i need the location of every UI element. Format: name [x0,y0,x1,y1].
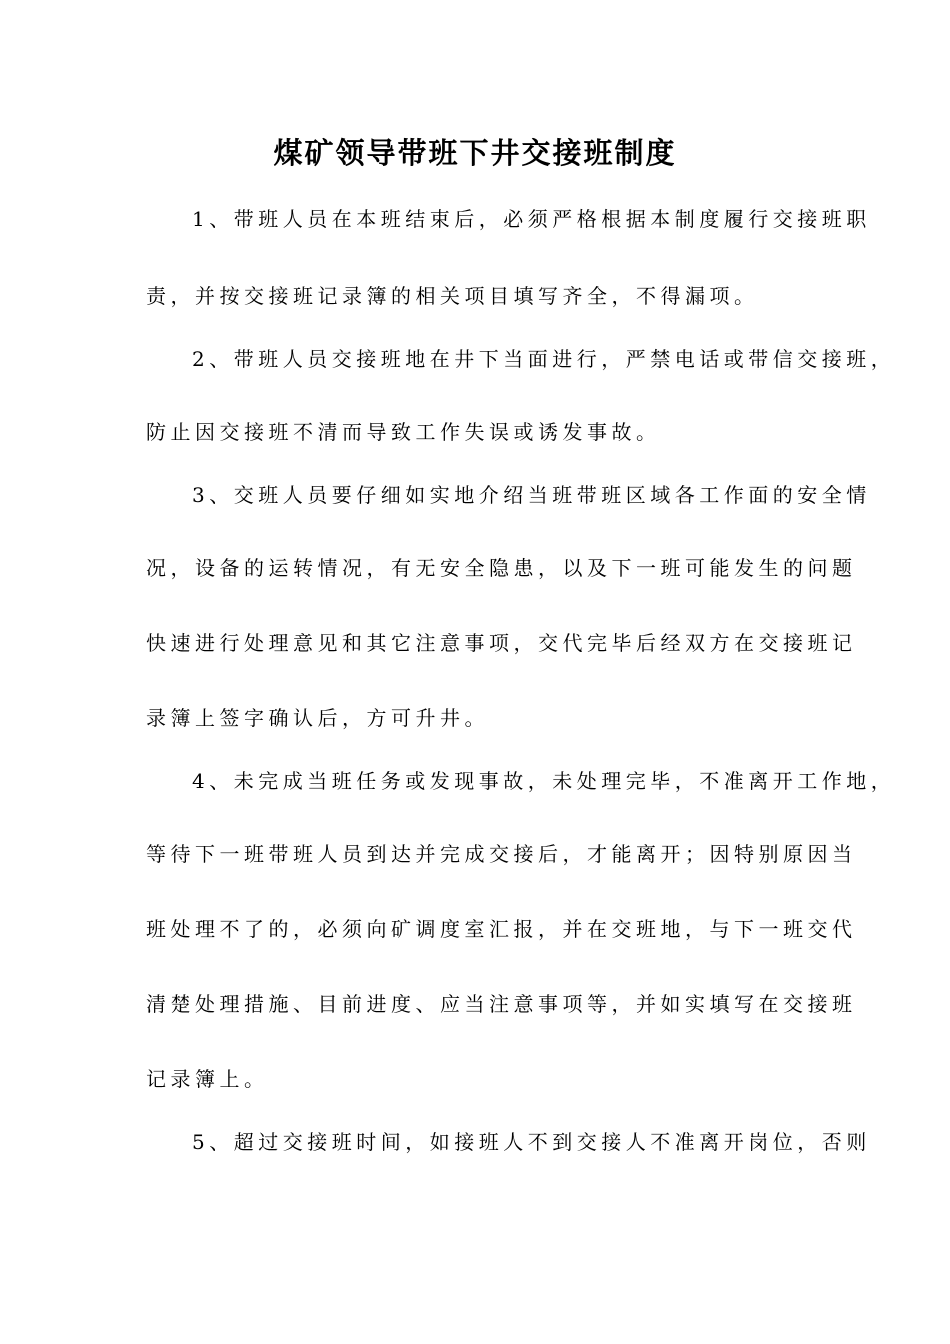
text-line: 快速进行处理意见和其它注意事项，交代完毕后经双方在交接班记 [146,631,857,655]
text-line: 录簿上签字确认后，方可升井。 [146,706,489,730]
text-line: 3、交班人员要仔细如实地介绍当班带班区域各工作面的安全情 [192,483,871,507]
text-line: 等待下一班带班人员到达并完成交接后，才能离开；因特别原因当 [146,842,857,866]
text-line: 4、未完成当班任务或发现事故，未处理完毕，不准离开工作地， [192,769,896,793]
text-line: 清楚处理措施、目前进度、应当注意事项等，并如实填写在交接班 [146,992,857,1016]
document-title: 煤矿领导带班下井交接班制度 [273,136,677,170]
text-line: 况，设备的运转情况，有无安全隐患，以及下一班可能发生的问题 [146,556,857,580]
text-line: 责，并按交接班记录簿的相关项目填写齐全，不得漏项。 [146,284,759,308]
text-line: 防止因交接班不清而导致工作失误或诱发事故。 [146,420,661,444]
text-line: 班处理不了的，必须向矿调度室汇报，并在交班地，与下一班交代 [146,917,857,941]
text-line: 记录簿上。 [146,1067,269,1091]
text-line: 2、带班人员交接班地在井下当面进行，严禁电话或带信交接班， [192,347,896,371]
text-line: 5、超过交接班时间，如接班人不到交接人不准离开岗位，否则 [192,1130,871,1154]
text-line: 1、带班人员在本班结束后，必须严格根据本制度履行交接班职 [192,207,871,231]
